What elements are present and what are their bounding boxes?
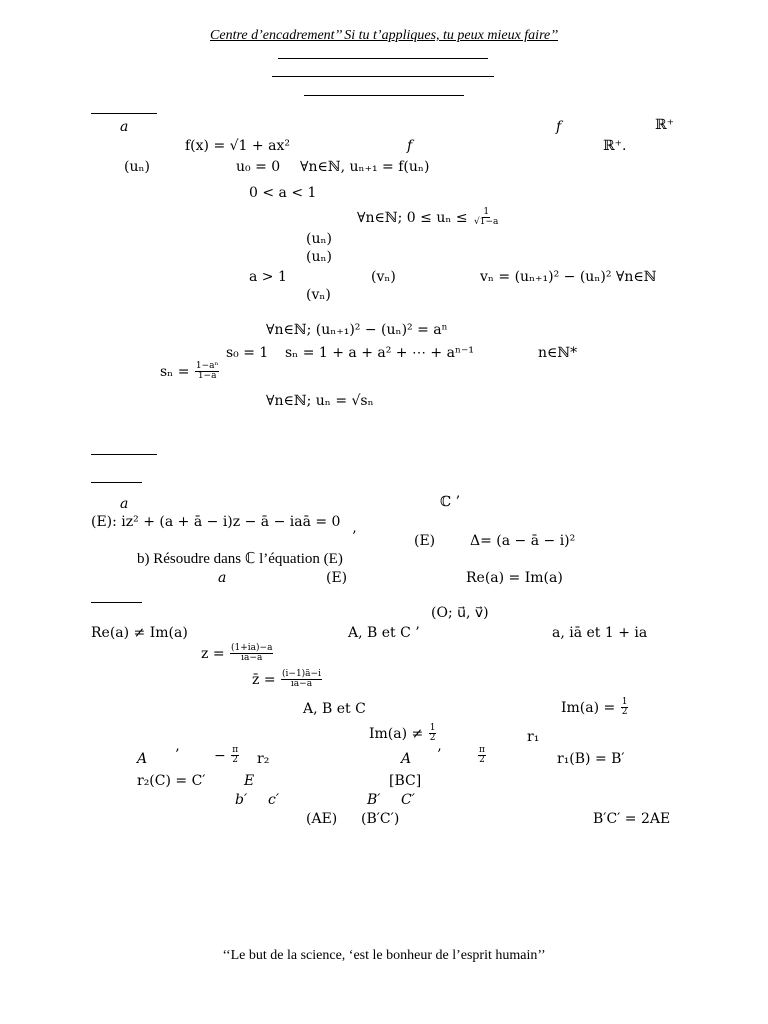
question-b: b) Résoudre dans ℂ l’équation (E) [137,551,343,567]
exercise-2-part2-rule [91,602,142,603]
title-underline-1 [278,58,488,59]
s0-value: s₀ = 1 [226,345,269,361]
rotation-r2: r₂ [257,751,270,767]
imneq-left: Im(a) ≠ [369,725,424,742]
minus-sign: − [214,747,226,764]
re-equals-im: Re(a) = Im(a) [466,570,563,586]
zbar-quotient [252,670,323,690]
condition-a-gt-1: a > 1 [249,269,287,285]
point-a-2: A [401,751,412,767]
sequence-vn-2: (vₙ) [306,287,331,303]
point-cp: C′ [401,792,415,808]
im-left: Im(a) = [561,699,616,716]
discriminant: Δ= (a − ā − i)² [470,533,576,549]
sn-left: sₙ = [160,363,190,380]
minus-pi-over-2 [214,746,240,766]
param-a-ex2: a [120,496,129,512]
imneq-den: 2 [429,733,436,744]
comma-1: ’ [175,747,180,763]
sequence-vn: (vₙ) [371,269,396,285]
im-equals-half [561,698,629,718]
zbar-fraction [281,670,322,690]
equation-label: (E) [414,533,436,549]
imneq-num: 1 [429,723,436,733]
sn-formula [160,362,220,382]
sn-fraction [195,362,220,382]
comma-mark: ’ [352,529,357,545]
z-fraction [230,644,273,664]
title-underline-3 [304,95,464,96]
point-bp: B′ [367,792,381,808]
r1-of-b: r₁(B) = B′ [557,751,625,767]
set-c: ℂ ’ [440,494,461,510]
exercise-1-heading-rule [91,113,157,114]
param-a-ex2-2: a [218,570,227,586]
line-ae: (AE) [306,811,338,827]
page-title: Centre d’encadrement’’ Si tu t’appliques, tu peux mieux faire’’ [210,28,558,43]
param-a: a [120,119,129,135]
bound-left: ∀n∈ℕ; 0 ≤ uₙ ≤ [357,209,468,226]
z-quotient [201,644,274,664]
recurrence-relation: ∀n∈ℕ, uₙ₊₁ = f(uₙ) [300,159,430,175]
sequence-un-3: (uₙ) [306,249,332,265]
segment-bc: [BC] [389,773,422,789]
vn-definition: vₙ = (uₙ₊₁)² − (uₙ)² ∀n∈ℕ [480,269,657,285]
affixes: a, iā et 1 + ia [552,625,648,641]
function-definition: f(x) = √1 + ax² [185,138,290,154]
length-relation: B′C′ = 2AE [593,811,671,827]
un-sqrt: ∀n∈ℕ; uₙ = √sₙ [266,393,374,409]
bound-fraction [473,208,499,228]
set-rplus: ℝ⁺ [655,117,675,133]
zbar-den: iā−a [290,679,313,690]
sn-den: 1−a [197,371,217,382]
set-rplus-2: ℝ⁺. [603,138,627,154]
pi2-fraction [478,746,486,766]
exercise-2-heading-rule [91,454,157,455]
affix-bp: b′ [235,792,248,808]
pi2-den: 2 [479,755,485,766]
z-num: (1+ia)−a [231,643,273,653]
imneq-fraction [429,724,437,744]
rotation-r1: r₁ [527,729,540,745]
coordinate-frame: (O; u⃗, v⃗) [431,605,489,621]
pi-over-2 [477,746,487,766]
bound-num: 1 [483,207,490,217]
footer-quote: ‘‘Le but de la science, ‘est le bonheur de l’esprit humain’’ [222,948,546,963]
equation-e: (E): iz² + (a + ā − i)z − ā − iaā = 0 [91,514,341,530]
zbar-num: (i−1)ā−i [282,669,321,679]
pi2-num: π [479,745,485,755]
sequence-un-2: (uₙ) [306,231,332,247]
points-abc-2: A, B et C [303,701,366,717]
im-not-half [369,724,437,744]
bound-den: √1−a [474,217,499,228]
im-fraction [621,698,629,718]
n-star: n∈ℕ* [538,345,578,361]
r2-of-c: r₂(C) = C′ [137,773,206,789]
zbar-left: z̄ = [252,671,276,688]
affix-cp: c′ [268,792,280,808]
points-abc: A, B et C ’ [348,625,420,641]
sequence-un: (uₙ) [124,159,150,175]
point-a: A [137,751,148,767]
pi-fraction [231,746,239,766]
point-e: E [244,773,255,789]
z-den: iā−a [241,653,263,664]
function-f: f [556,119,562,135]
equation-label-2: (E) [326,570,348,586]
sn-num: 1−aⁿ [195,361,219,371]
line-bpcp: (B′C′) [361,811,400,827]
im-num: 1 [621,697,628,707]
bound-inequality [357,208,500,228]
function-f-2: f [407,138,413,154]
im-den: 2 [621,707,628,718]
exercise-2-part-rule [91,482,142,483]
title-underline-2 [272,76,494,77]
difference-identity: ∀n∈ℕ; (uₙ₊₁)² − (uₙ)² = aⁿ [266,322,448,338]
initial-term: u₀ = 0 [236,159,281,175]
sn-definition: sₙ = 1 + a + a² + ⋯ + aⁿ⁻¹ [285,345,475,361]
re-not-im: Re(a) ≠ Im(a) [91,625,188,641]
pi-den: 2 [232,755,239,766]
comma-2: ’ [437,747,442,763]
z-left: z = [201,645,225,662]
condition-a: 0 < a < 1 [249,185,317,201]
pi-num: π [232,745,239,755]
